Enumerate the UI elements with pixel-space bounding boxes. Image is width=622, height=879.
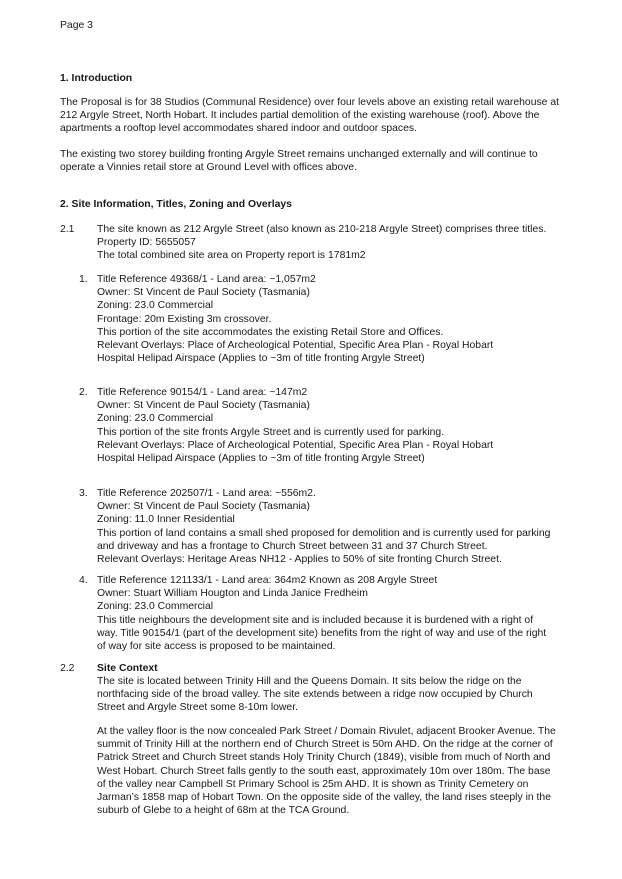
- title-4-line: Title Reference 121133/1 - Land area: 364m2 Known as 208 Argyle Street: [97, 575, 438, 586]
- title-1-line: This portion of the site accommodates the existing Retail Store and Offices.: [97, 326, 444, 338]
- item-2-1-line: The total combined site area on Property report is 1781m2: [97, 250, 366, 262]
- title-1-line: Hospital Helipad Airspace (Applies to ~3m of title fronting Argyle Street): [97, 353, 425, 365]
- title-4-line: Zoning: 23.0 Commercial: [97, 601, 214, 613]
- title-4-line: way. Title 90154/1 (part of the development site) benefits from the right of way and use of the right: [97, 627, 547, 639]
- section-2-heading: 2. Site Information, Titles, Zoning and Overlays: [60, 199, 292, 210]
- title-3-line: Relevant Overlays: Heritage Areas NH12 - Applies to 50% of site fronting Church Street.: [97, 554, 502, 566]
- title-4-line: of way for site access is proposed to be maintained.: [97, 641, 336, 653]
- site-context-paragraph-2: [97, 725, 556, 817]
- site-context-line: Street and Argyle Street some 8-10m lower.: [97, 702, 298, 714]
- item-2-1-number: 2.1: [60, 224, 75, 235]
- title-4-line: This title neighbours the development site and is included because it is burdened with a right of: [97, 614, 534, 626]
- title-3-line: Title Reference 202507/1 - Land area: ~556m2.: [97, 488, 316, 499]
- intro-paragraph-1: The Proposal is for 38 Studios (Communal Residence) over four levels above an existing retail warehouse at 212 Argyle Street, North Hobart. It includes partial demolition of the existing warehouse (roof). Above the apartments a rooftop level accommodates shared indoor and outdoor spaces.: [60, 97, 560, 135]
- title-1-line: Zoning: 23.0 Commercial: [97, 300, 214, 312]
- section-1-heading: 1. Introduction: [60, 73, 133, 84]
- intro-paragraph-2: The existing two storey building fronting Argyle Street remains unchanged externally and will continue to operate a Vinnies retail store at Ground Level with offices above.: [60, 149, 538, 174]
- title-1-number: 1.: [79, 274, 88, 285]
- title-1-line: Title Reference 49368/1 - Land area: ~1,057m2: [97, 274, 316, 285]
- title-3-text: [97, 487, 550, 566]
- title-3-line: Zoning: 11.0 Inner Residential: [97, 514, 235, 526]
- item-2-1-line: Property ID: 5655057: [97, 237, 196, 249]
- site-context-line: Patrick Street and Church Street stands Holy Trinity Church (1849), visible from much of North and: [97, 752, 551, 764]
- title-2-text: [97, 386, 493, 465]
- title-3-line: Owner: St Vincent de Paul Society (Tasmania): [97, 501, 310, 513]
- item-2-1-line: The site known as 212 Argyle Street (also known as 210-218 Argyle Street) comprises three titles.: [97, 224, 547, 235]
- site-context-line: The site is located between Trinity Hill and the Queens Domain. It sits below the ridge on the: [97, 676, 522, 687]
- title-2-line: Relevant Overlays: Place of Archeological Potential, Specific Area Plan - Royal Hobart: [97, 439, 494, 451]
- title-1-text: [97, 273, 493, 365]
- site-context-line: Jarman’s 1858 map of Hobart Town. On the opposite side of the valley, the land rises steeply in the: [97, 792, 551, 804]
- title-2-line: Hospital Helipad Airspace (Applies to ~3m of title fronting Argyle Street): [97, 453, 425, 465]
- site-context-line: northfacing side of the broad valley. The site extends between a ridge now occupied by Church: [97, 689, 533, 701]
- title-1-line: Relevant Overlays: Place of Archeological Potential, Specific Area Plan - Royal Hobart: [97, 340, 494, 352]
- title-2-line: Title Reference 90154/1 - Land area: ~147m2: [97, 387, 308, 398]
- title-3-number: 3.: [79, 488, 88, 499]
- title-3-line: and driveway and has a frontage to Church Street between 31 and 37 Church Street.: [97, 540, 488, 552]
- title-4-number: 4.: [79, 575, 88, 586]
- site-context-line: West Hobart. Church Street falls gently to the south east, approximately 10m over 180m. The base: [97, 765, 551, 777]
- title-2-line: Owner: St Vincent de Paul Society (Tasmania): [97, 400, 310, 412]
- site-context-paragraph-1: [97, 675, 533, 715]
- site-context-heading: Site Context: [97, 663, 158, 674]
- title-4-text: [97, 574, 546, 653]
- site-context-line: of the valley near Campbell St Primary School is 25m AHD. It is shown as Trinity Cemetery on: [97, 778, 529, 790]
- title-1-line: Owner: St Vincent de Paul Society (Tasmania): [97, 287, 310, 299]
- title-2-line: This portion of the site fronts Argyle Street and is currently used for parking.: [97, 426, 445, 438]
- title-4-line: Owner: Stuart William Hougton and Linda Janice Fredheim: [97, 588, 368, 600]
- site-context-line: summit of Trinity Hill at the northern end of Church Street is 50m AHD. On the ridge at the corner of: [97, 739, 553, 751]
- title-1-line: Frontage: 20m Existing 3m crossover.: [97, 313, 272, 325]
- site-context-line: suburb of Glebe to a height of 68m at the TCA Ground.: [97, 805, 350, 817]
- title-2-number: 2.: [79, 387, 88, 398]
- site-context-line: At the valley floor is the now concealed Park Street / Domain Rivulet, adjacent Brooker Avenue. The: [97, 726, 556, 737]
- item-2-2-number: 2.2: [60, 663, 75, 674]
- item-2-1-text: [97, 223, 546, 263]
- page-number: Page 3: [60, 20, 93, 31]
- title-3-line: This portion of land contains a small shed proposed for demolition and is currently used for parking: [97, 527, 551, 539]
- title-2-line: Zoning: 23.0 Commercial: [97, 413, 214, 425]
